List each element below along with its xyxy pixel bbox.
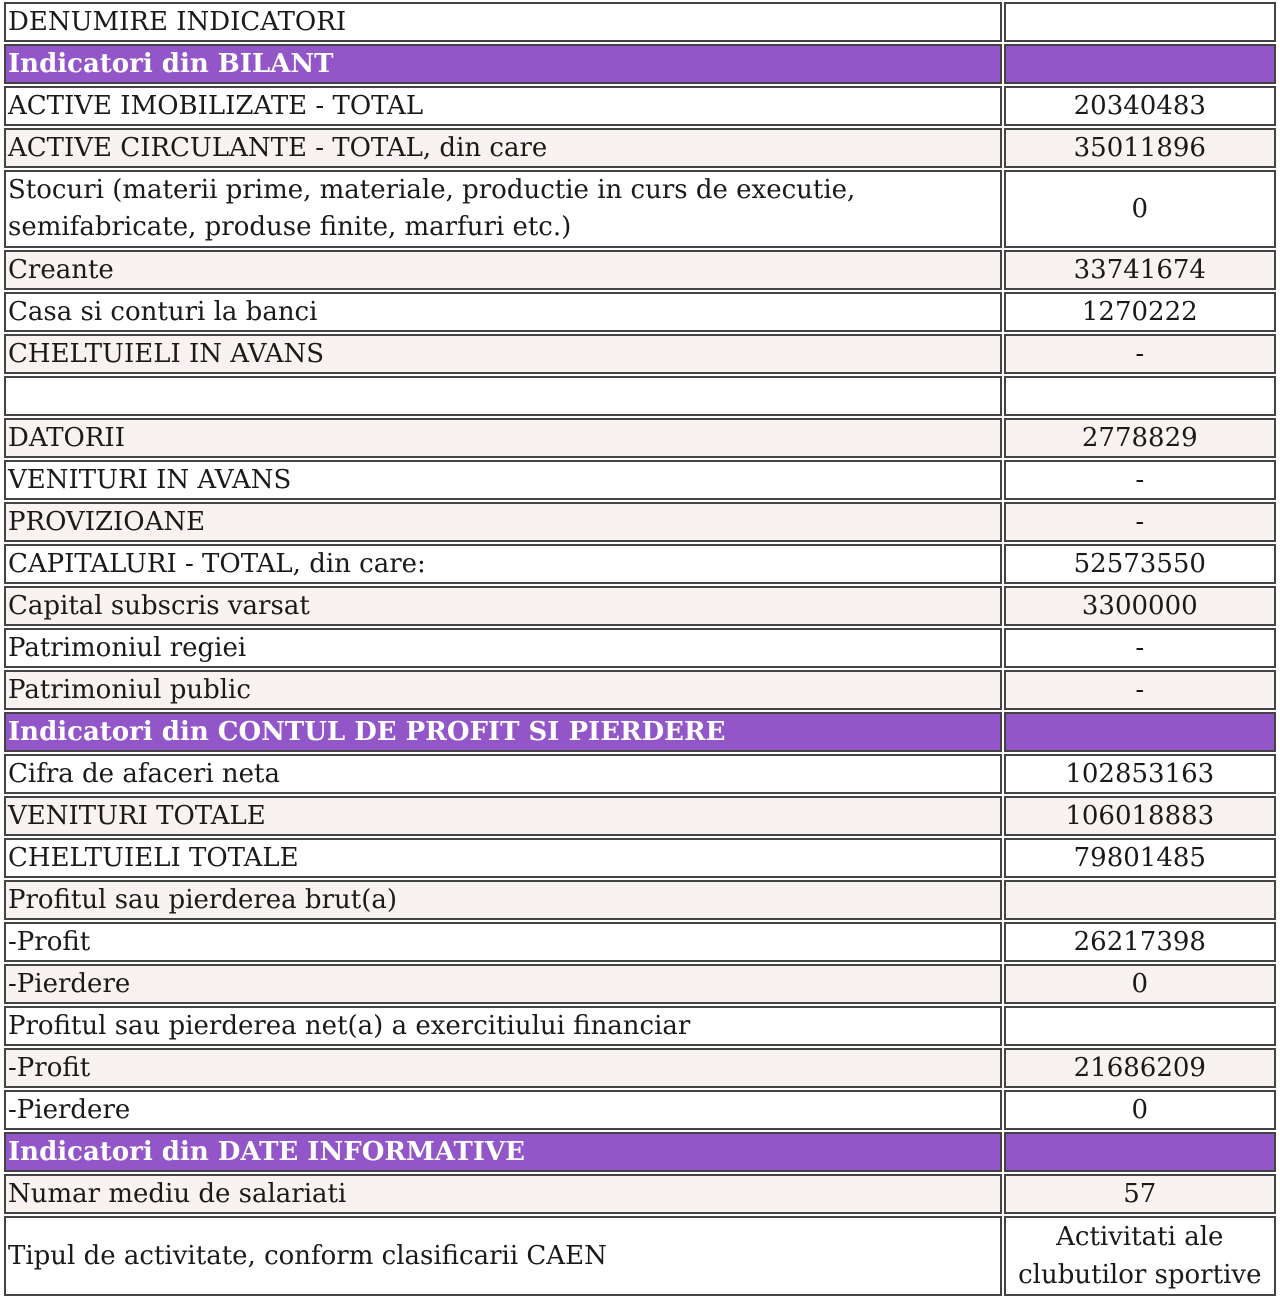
table-row — [4, 544, 1276, 584]
row-label: DENUMIRE INDICATORI — [4, 2, 1002, 42]
row-value: Activitati ale clubutilor sportive — [1004, 1216, 1276, 1296]
section-value — [1004, 44, 1276, 84]
row-label: -Profit — [4, 1048, 1002, 1088]
row-value: 33741674 — [1004, 250, 1276, 290]
row-value: 2778829 — [1004, 418, 1276, 458]
table-row — [4, 1048, 1276, 1088]
row-label: -Profit — [4, 922, 1002, 962]
row-label: CAPITALURI - TOTAL, din care: — [4, 544, 1002, 584]
row-value: 0 — [1004, 170, 1276, 248]
table-row — [4, 2, 1276, 42]
row-value: 20340483 — [1004, 86, 1276, 126]
row-value — [1004, 376, 1276, 416]
section-label: Indicatori din DATE INFORMATIVE — [4, 1132, 1002, 1172]
row-value: 26217398 — [1004, 922, 1276, 962]
row-value — [1004, 1006, 1276, 1046]
table-row — [4, 922, 1276, 962]
row-value: 52573550 — [1004, 544, 1276, 584]
row-value: 21686209 — [1004, 1048, 1276, 1088]
row-value: 1270222 — [1004, 292, 1276, 332]
row-value: - — [1004, 460, 1276, 500]
row-value: 3300000 — [1004, 586, 1276, 626]
row-label: Profitul sau pierderea brut(a) — [4, 880, 1002, 920]
table-row — [4, 418, 1276, 458]
row-value: 79801485 — [1004, 838, 1276, 878]
table-row — [4, 586, 1276, 626]
table-row — [4, 86, 1276, 126]
table-row — [4, 250, 1276, 290]
row-label: -Pierdere — [4, 1090, 1002, 1130]
row-label: DATORII — [4, 418, 1002, 458]
row-label: Cifra de afaceri neta — [4, 754, 1002, 794]
row-label: Capital subscris varsat — [4, 586, 1002, 626]
table-row — [4, 292, 1276, 332]
table-row — [4, 838, 1276, 878]
table-row — [4, 1006, 1276, 1046]
table-row — [4, 796, 1276, 836]
row-value: - — [1004, 670, 1276, 710]
section-header-profit-pierdere — [4, 712, 1276, 752]
row-label: Profitul sau pierderea net(a) a exercitiului financiar — [4, 1006, 1002, 1046]
row-value — [1004, 2, 1276, 42]
row-label: ACTIVE CIRCULANTE - TOTAL, din care — [4, 128, 1002, 168]
section-label: Indicatori din BILANT — [4, 44, 1002, 84]
table-row — [4, 964, 1276, 1004]
row-label: Patrimoniul regiei — [4, 628, 1002, 668]
section-label: Indicatori din CONTUL DE PROFIT SI PIERDERE — [4, 712, 1002, 752]
row-value: 0 — [1004, 964, 1276, 1004]
indicators-table — [2, 0, 1278, 1298]
table-row — [4, 128, 1276, 168]
row-value: 102853163 — [1004, 754, 1276, 794]
row-label: Patrimoniul public — [4, 670, 1002, 710]
table-row — [4, 1090, 1276, 1130]
row-label — [4, 376, 1002, 416]
table-row — [4, 880, 1276, 920]
row-label: Creante — [4, 250, 1002, 290]
row-label: VENITURI IN AVANS — [4, 460, 1002, 500]
row-label: CHELTUIELI IN AVANS — [4, 334, 1002, 374]
row-label: VENITURI TOTALE — [4, 796, 1002, 836]
row-label: Numar mediu de salariati — [4, 1174, 1002, 1214]
row-label: ACTIVE IMOBILIZATE - TOTAL — [4, 86, 1002, 126]
row-value: - — [1004, 334, 1276, 374]
row-label: Casa si conturi la banci — [4, 292, 1002, 332]
row-value: 106018883 — [1004, 796, 1276, 836]
row-label: CHELTUIELI TOTALE — [4, 838, 1002, 878]
table-row — [4, 376, 1276, 416]
table-row — [4, 334, 1276, 374]
row-label: Tipul de activitate, conform clasificarii CAEN — [4, 1216, 1002, 1296]
row-value: 0 — [1004, 1090, 1276, 1130]
row-value: 57 — [1004, 1174, 1276, 1214]
table-row — [4, 1216, 1276, 1296]
row-label: -Pierdere — [4, 964, 1002, 1004]
table-row — [4, 170, 1276, 248]
table-row — [4, 670, 1276, 710]
row-label: Stocuri (materii prime, materiale, productie in curs de executie, semifabricate, produse finite, marfuri etc.) — [4, 170, 1002, 248]
row-value: - — [1004, 502, 1276, 542]
row-value — [1004, 880, 1276, 920]
table-row — [4, 1174, 1276, 1214]
section-value — [1004, 1132, 1276, 1172]
table-row — [4, 460, 1276, 500]
section-header-bilant — [4, 44, 1276, 84]
row-label: PROVIZIOANE — [4, 502, 1002, 542]
row-value: 35011896 — [1004, 128, 1276, 168]
table-row — [4, 502, 1276, 542]
section-header-date-informative — [4, 1132, 1276, 1172]
row-value: - — [1004, 628, 1276, 668]
section-value — [1004, 712, 1276, 752]
table-row — [4, 628, 1276, 668]
table-row — [4, 754, 1276, 794]
